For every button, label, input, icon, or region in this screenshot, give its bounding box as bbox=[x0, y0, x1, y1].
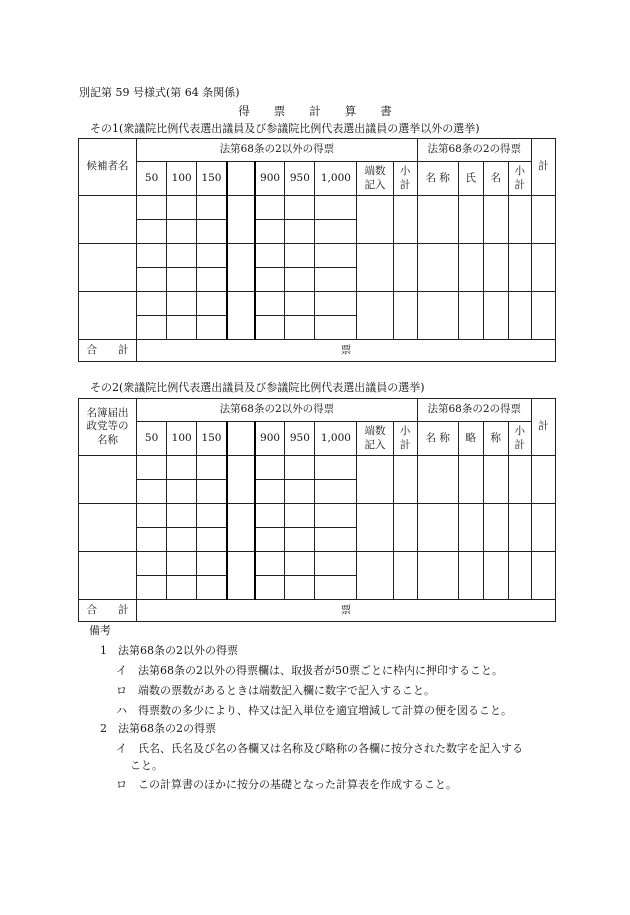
column-gap-strip bbox=[227, 244, 255, 292]
stamp-cell[interactable] bbox=[315, 316, 357, 340]
name-cell[interactable] bbox=[417, 292, 458, 340]
part-a-cell[interactable] bbox=[458, 292, 483, 340]
sum-label: 合 計 bbox=[79, 600, 137, 622]
column-header-900: 900 bbox=[255, 422, 285, 456]
stamp-cell[interactable] bbox=[197, 316, 227, 340]
column-header-900: 900 bbox=[255, 162, 285, 196]
stamp-cell[interactable] bbox=[315, 552, 357, 576]
sum-label: 合 計 bbox=[79, 340, 137, 362]
stamp-cell[interactable] bbox=[137, 576, 167, 600]
entry-name-cell[interactable] bbox=[79, 292, 137, 340]
part-a-cell[interactable] bbox=[458, 244, 483, 292]
stamp-cell[interactable] bbox=[167, 292, 197, 316]
stamp-cell[interactable] bbox=[167, 504, 197, 528]
stamp-cell[interactable] bbox=[255, 552, 285, 576]
stamp-cell[interactable] bbox=[167, 480, 197, 504]
column-header-part-b: 名 bbox=[483, 162, 508, 196]
stamp-cell[interactable] bbox=[315, 268, 357, 292]
column-gap-strip bbox=[227, 292, 255, 340]
column-header-subtotal: 小 計 bbox=[393, 162, 417, 196]
stamp-cell[interactable] bbox=[285, 220, 315, 244]
stamp-cell[interactable] bbox=[167, 528, 197, 552]
entry-name-cell[interactable] bbox=[79, 196, 137, 244]
column-header-950: 950 bbox=[285, 162, 315, 196]
stamp-cell[interactable] bbox=[315, 504, 357, 528]
stamp-cell[interactable] bbox=[315, 480, 357, 504]
subtotal-cell[interactable] bbox=[393, 552, 417, 600]
stamp-cell[interactable] bbox=[255, 504, 285, 528]
stamp-cell[interactable] bbox=[285, 196, 315, 220]
stamp-cell[interactable] bbox=[137, 220, 167, 244]
stamp-cell[interactable] bbox=[197, 220, 227, 244]
stamp-cell[interactable] bbox=[167, 316, 197, 340]
sum-value-cell[interactable]: 票 bbox=[137, 340, 556, 362]
column-gap-strip bbox=[227, 196, 255, 244]
column-gap-strip bbox=[227, 162, 255, 196]
note-item: ハ 得票数の多少により、枠又は記入単位を適宜増減して計算の便を図ること。 bbox=[116, 704, 512, 717]
stamp-cell[interactable] bbox=[315, 196, 357, 220]
stamp-cell[interactable] bbox=[315, 244, 357, 268]
subtotal-cell-2[interactable] bbox=[508, 244, 531, 292]
part-b-cell[interactable] bbox=[483, 504, 508, 552]
note-item: こと。 bbox=[130, 759, 163, 772]
stamp-cell[interactable] bbox=[255, 292, 285, 316]
stamp-cell[interactable] bbox=[285, 268, 315, 292]
subtotal-cell[interactable] bbox=[393, 456, 417, 504]
column-header-total: 計 bbox=[531, 139, 555, 196]
part-a-cell[interactable] bbox=[458, 552, 483, 600]
column-header-name: 名 称 bbox=[417, 162, 458, 196]
column-header-part-b: 称 bbox=[483, 422, 508, 456]
title-char: 票 bbox=[273, 104, 286, 118]
column-header-subtotal-2: 小 計 bbox=[508, 162, 531, 196]
subtotal-cell-2[interactable] bbox=[508, 292, 531, 340]
stamp-cell[interactable] bbox=[137, 196, 167, 220]
stamp-cell[interactable] bbox=[167, 576, 197, 600]
stamp-cell[interactable] bbox=[315, 220, 357, 244]
entry-name-cell[interactable] bbox=[79, 504, 137, 552]
note-item: 2 法第68条の2の得票 bbox=[100, 722, 216, 735]
total-cell[interactable] bbox=[531, 196, 555, 244]
stamp-cell[interactable] bbox=[197, 244, 227, 268]
stamp-cell[interactable] bbox=[285, 480, 315, 504]
subtotal-cell[interactable] bbox=[393, 292, 417, 340]
column-header-150: 150 bbox=[197, 422, 227, 456]
stamp-cell[interactable] bbox=[137, 528, 167, 552]
total-cell[interactable] bbox=[531, 244, 555, 292]
column-gap-strip bbox=[227, 422, 255, 456]
column-header-name: 名 称 bbox=[417, 422, 458, 456]
fraction-cell[interactable] bbox=[357, 456, 393, 504]
stamp-cell[interactable] bbox=[167, 268, 197, 292]
subtotal-cell[interactable] bbox=[393, 196, 417, 244]
subtotal-cell-2[interactable] bbox=[508, 552, 531, 600]
subtotal-cell[interactable] bbox=[393, 504, 417, 552]
stamp-cell[interactable] bbox=[315, 528, 357, 552]
stamp-cell[interactable] bbox=[285, 316, 315, 340]
part-b-cell[interactable] bbox=[483, 552, 508, 600]
stamp-cell[interactable] bbox=[137, 268, 167, 292]
column-header-150: 150 bbox=[197, 162, 227, 196]
note-item: イ 氏名、氏名及び名の各欄又は名称及び略称の各欄に按分された数字を記入する bbox=[116, 742, 523, 755]
note-item: ロ この計算書のほかに按分の基礎となった計算表を作成すること。 bbox=[116, 778, 457, 791]
stamp-cell[interactable] bbox=[285, 552, 315, 576]
entry-name-cell[interactable] bbox=[79, 456, 137, 504]
table2-caption: その2(衆議院比例代表選出議員及び参議院比例代表選出議員の選挙) bbox=[90, 381, 425, 394]
column-header-100: 100 bbox=[167, 422, 197, 456]
total-cell[interactable] bbox=[531, 504, 555, 552]
stamp-cell[interactable] bbox=[197, 480, 227, 504]
column-header-1000: 1,000 bbox=[315, 422, 357, 456]
stamp-cell[interactable] bbox=[285, 504, 315, 528]
column-header-100: 100 bbox=[167, 162, 197, 196]
stamp-cell[interactable] bbox=[285, 456, 315, 480]
stamp-cell[interactable] bbox=[255, 196, 285, 220]
stamp-cell[interactable] bbox=[285, 528, 315, 552]
name-cell[interactable] bbox=[417, 456, 458, 504]
column-header-part-a: 略 bbox=[458, 422, 483, 456]
title-char: 書 bbox=[380, 104, 392, 118]
note-item: ロ 端数の票数があるときは端数記入欄に数字で記入すること。 bbox=[116, 684, 435, 697]
vote-table-1 bbox=[78, 138, 556, 362]
stamp-cell[interactable] bbox=[315, 456, 357, 480]
column-header-entity: 候補者名 bbox=[79, 139, 137, 196]
stamp-cell[interactable] bbox=[255, 528, 285, 552]
title-char: 計 bbox=[309, 104, 321, 118]
part-b-cell[interactable] bbox=[483, 244, 508, 292]
note-item: 1 法第68条の2以外の得票 bbox=[100, 644, 238, 657]
stamp-cell[interactable] bbox=[137, 316, 167, 340]
fraction-cell[interactable] bbox=[357, 292, 393, 340]
fraction-cell[interactable] bbox=[357, 504, 393, 552]
name-cell[interactable] bbox=[417, 504, 458, 552]
group-header-non-682: 法第68条の2以外の得票 bbox=[137, 139, 418, 162]
stamp-cell[interactable] bbox=[285, 292, 315, 316]
column-header-subtotal-2: 小 計 bbox=[508, 422, 531, 456]
stamp-cell[interactable] bbox=[315, 292, 357, 316]
stamp-cell[interactable] bbox=[197, 456, 227, 480]
stamp-cell[interactable] bbox=[255, 456, 285, 480]
sum-value-cell[interactable]: 票 bbox=[137, 600, 556, 622]
subtotal-cell-2[interactable] bbox=[508, 504, 531, 552]
form-number: 別記第 59 号様式(第 64 条関係) bbox=[79, 86, 240, 99]
stamp-cell[interactable] bbox=[197, 576, 227, 600]
column-header-entity: 名簿届出 政党等の 名称 bbox=[79, 399, 137, 456]
stamp-cell[interactable] bbox=[167, 196, 197, 220]
subtotal-cell-2[interactable] bbox=[508, 456, 531, 504]
part-a-cell[interactable] bbox=[458, 456, 483, 504]
entry-name-cell[interactable] bbox=[79, 552, 137, 600]
stamp-cell[interactable] bbox=[255, 316, 285, 340]
column-header-50: 50 bbox=[137, 162, 167, 196]
total-cell[interactable] bbox=[531, 292, 555, 340]
title-char: 算 bbox=[344, 104, 357, 118]
column-header-part-a: 氏 bbox=[458, 162, 483, 196]
stamp-cell[interactable] bbox=[137, 292, 167, 316]
stamp-cell[interactable] bbox=[285, 576, 315, 600]
column-gap-strip bbox=[227, 504, 255, 552]
stamp-cell[interactable] bbox=[167, 244, 197, 268]
column-header-50: 50 bbox=[137, 422, 167, 456]
stamp-cell[interactable] bbox=[197, 292, 227, 316]
fraction-cell[interactable] bbox=[357, 244, 393, 292]
stamp-cell[interactable] bbox=[167, 220, 197, 244]
stamp-cell[interactable] bbox=[255, 244, 285, 268]
name-cell[interactable] bbox=[417, 552, 458, 600]
part-a-cell[interactable] bbox=[458, 504, 483, 552]
stamp-cell[interactable] bbox=[167, 552, 197, 576]
part-b-cell[interactable] bbox=[483, 456, 508, 504]
stamp-cell[interactable] bbox=[255, 576, 285, 600]
stamp-cell[interactable] bbox=[197, 552, 227, 576]
part-a-cell[interactable] bbox=[458, 196, 483, 244]
vote-table-2 bbox=[78, 398, 556, 622]
column-header-total: 計 bbox=[531, 399, 555, 456]
subtotal-cell[interactable] bbox=[393, 244, 417, 292]
notes-heading: 備考 bbox=[89, 624, 111, 637]
column-header-fraction: 端数 記入 bbox=[357, 162, 393, 196]
entry-name-cell[interactable] bbox=[79, 244, 137, 292]
table1-caption: その1(衆議院比例代表選出議員及び参議院比例代表選出議員の選挙以外の選挙) bbox=[90, 122, 480, 135]
stamp-cell[interactable] bbox=[255, 480, 285, 504]
note-item: イ 法第68条の2以外の得票欄は、取扱者が50票ごとに枠内に押印すること。 bbox=[116, 664, 503, 677]
stamp-cell[interactable] bbox=[137, 456, 167, 480]
stamp-cell[interactable] bbox=[137, 552, 167, 576]
stamp-cell[interactable] bbox=[315, 576, 357, 600]
fraction-cell[interactable] bbox=[357, 552, 393, 600]
stamp-cell[interactable] bbox=[137, 244, 167, 268]
stamp-cell[interactable] bbox=[255, 220, 285, 244]
part-b-cell[interactable] bbox=[483, 292, 508, 340]
total-cell[interactable] bbox=[531, 552, 555, 600]
title-char: 得 bbox=[238, 104, 250, 118]
column-gap-strip bbox=[227, 552, 255, 600]
subtotal-cell-2[interactable] bbox=[508, 196, 531, 244]
stamp-cell[interactable] bbox=[137, 504, 167, 528]
stamp-cell[interactable] bbox=[167, 456, 197, 480]
part-b-cell[interactable] bbox=[483, 196, 508, 244]
stamp-cell[interactable] bbox=[197, 528, 227, 552]
fraction-cell[interactable] bbox=[357, 196, 393, 244]
column-header-subtotal: 小 計 bbox=[393, 422, 417, 456]
column-gap-strip bbox=[227, 456, 255, 504]
column-header-fraction: 端数 記入 bbox=[357, 422, 393, 456]
stamp-cell[interactable] bbox=[285, 244, 315, 268]
stamp-cell[interactable] bbox=[197, 268, 227, 292]
column-header-950: 950 bbox=[285, 422, 315, 456]
group-header-682: 法第68条の2の得票 bbox=[417, 139, 531, 162]
stamp-cell[interactable] bbox=[255, 268, 285, 292]
total-cell[interactable] bbox=[531, 456, 555, 504]
stamp-cell[interactable] bbox=[197, 504, 227, 528]
stamp-cell[interactable] bbox=[197, 196, 227, 220]
group-header-682: 法第68条の2の得票 bbox=[417, 399, 531, 422]
document-title bbox=[0, 103, 630, 119]
name-cell[interactable] bbox=[417, 244, 458, 292]
group-header-non-682: 法第68条の2以外の得票 bbox=[137, 399, 418, 422]
name-cell[interactable] bbox=[417, 196, 458, 244]
stamp-cell[interactable] bbox=[137, 480, 167, 504]
column-header-1000: 1,000 bbox=[315, 162, 357, 196]
